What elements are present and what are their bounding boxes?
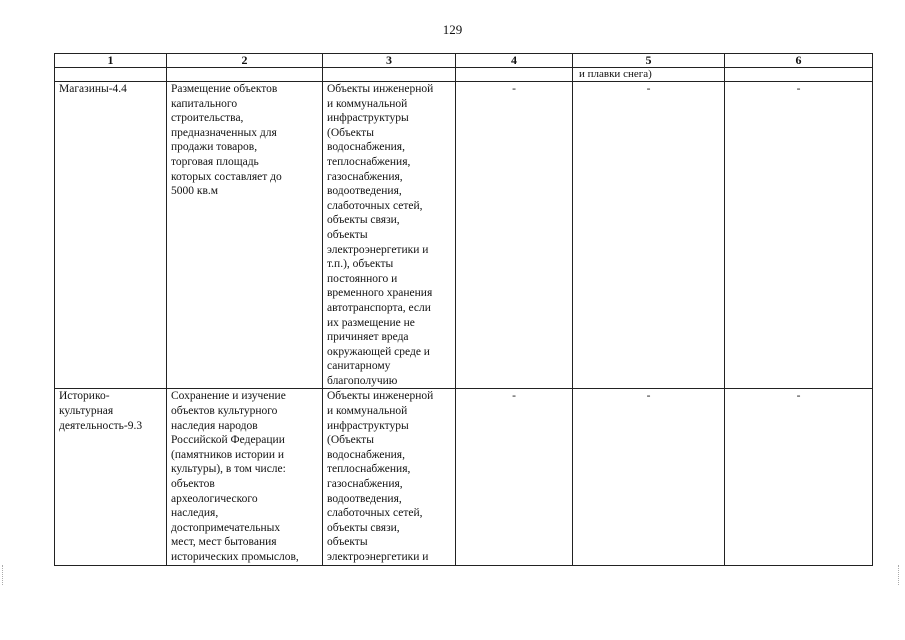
column-header-3: 3 [323,54,456,68]
table-row [55,389,873,565]
scan-margin-mark-left [2,565,7,585]
carry-over-cell-3 [323,68,456,82]
cell-col5: - [573,82,725,389]
cell-land-use-type: Историко- культурная деятельность-9.3 [55,389,167,565]
cell-col5: - [573,389,725,565]
cell-land-use-type: Магазины-4.4 [55,82,167,389]
page-number: 129 [442,22,463,37]
column-header-2: 2 [167,54,323,68]
column-header-5: 5 [573,54,725,68]
cell-description: Сохранение и изучение объектов культурного наследия народов Российской Федерации (памятников истории и культуры), в том числе: объектов археологического наследия, достопримечательных мест, мест бытования исторических промыслов, [167,389,323,565]
cell-description: Размещение объектов капитального строительства, предназначенных для продажи товаров, торговая площадь которых составляет до 5000 кв.м [167,82,323,389]
carry-over-cell-6 [725,68,873,82]
carry-over-cell-2 [167,68,323,82]
table-header-row [55,54,873,68]
carry-over-row [55,68,873,82]
scan-margin-mark-right [898,565,903,585]
cell-col6: - [725,389,873,565]
column-header-1: 1 [55,54,167,68]
table-row [55,82,873,389]
document-table [54,53,873,566]
cell-col6: - [725,82,873,389]
column-header-6: 6 [725,54,873,68]
cell-auxiliary-use: Объекты инженерной и коммунальной инфраструктуры (Объекты водоснабжения, теплоснабжения, газоснабжения, водоотведения, слаботочных сетей, объекты связи, объекты электроэнергетики и т.п.), объекты постоянного и временного хранения автотранспорта, если их размещение не причиняет вреда окружающей среде и санитарному благополучию [323,82,456,389]
cell-col4: - [456,389,573,565]
carry-over-cell-1 [55,68,167,82]
cell-col4: - [456,82,573,389]
column-header-4: 4 [456,54,573,68]
carry-over-cell-5: и плавки снега) [573,68,725,82]
carry-over-cell-4 [456,68,573,82]
cell-auxiliary-use: Объекты инженерной и коммунальной инфраструктуры (Объекты водоснабжения, теплоснабжения, газоснабжения, водоотведения, слаботочных сетей, объекты связи, объекты электроэнергетики и [323,389,456,565]
